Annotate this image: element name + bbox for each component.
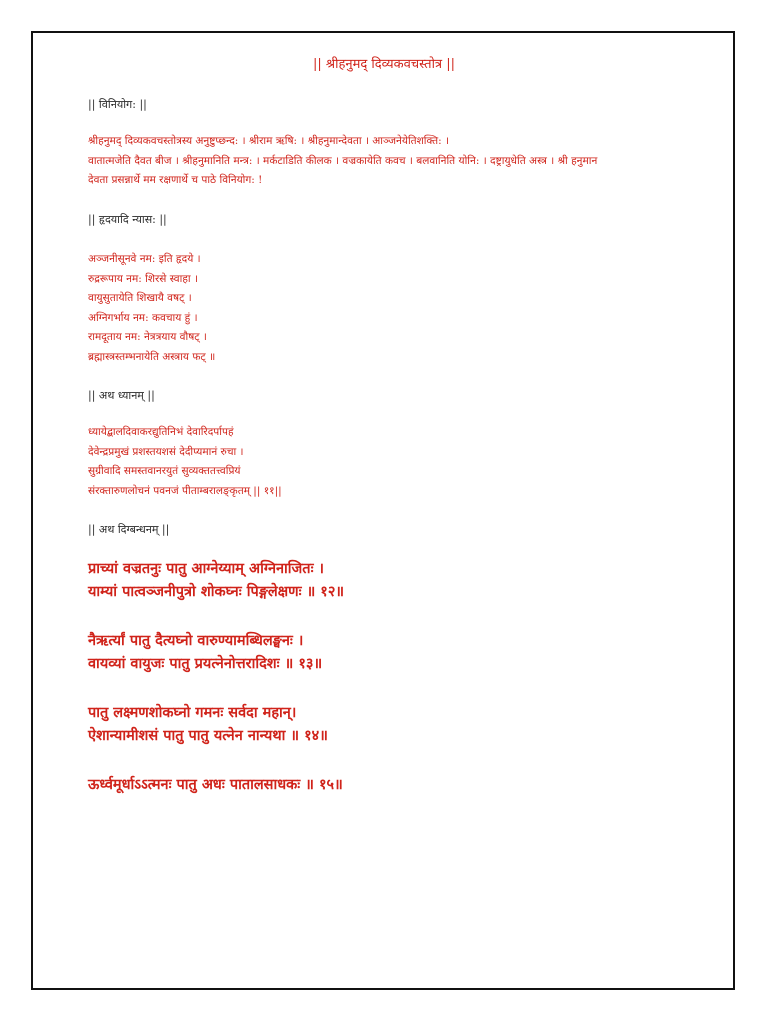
viniyoga-line: श्रीहनुमद् दिव्यकवचस्तोत्रस्य अनुष्टुप्छन्द: । श्रीराम ऋषि: । श्रीहनुमान्देवता । आञ्जनेयेतिशक्ति: । bbox=[88, 135, 449, 147]
nyasa-text bbox=[88, 250, 698, 368]
nyasa-line: अग्निगर्भाय नम: कवचाय हुं । bbox=[88, 311, 198, 324]
nyasa-line: वायुसुतायेति शिखायै वषट् । bbox=[88, 292, 192, 305]
nyasa-line: रामदूताय नम: नेत्रत्रयाय वौषट् । bbox=[88, 331, 207, 344]
viniyoga-text bbox=[88, 132, 698, 191]
verse-line: ऊर्ध्वमूर्धाऽऽत्मनः पातु अधः पातालसाधकः ॥ १५॥ bbox=[88, 776, 343, 793]
verse-line: ऐशान्यामीशसं पातु पातु यत्नेन नान्यथा ॥ १४॥ bbox=[88, 727, 328, 744]
nyasa-line: ब्रह्मास्त्रस्तम्भनायेति अस्त्राय फट् ॥ bbox=[88, 350, 216, 363]
viniyoga-line: देवता प्रसन्नार्थे मम रक्षणार्थे च पाठे विनियोग: ! bbox=[88, 174, 263, 187]
verse-line: नैऋर्त्यां पातु दैत्यघ्नो वारुण्यामब्धिलङ्घनः । bbox=[88, 632, 304, 649]
viniyoga-line: वातात्मजेति दैवत बीज । श्रीहनुमानिति मन्त्र: । मर्कटाडिति कीलक । वज्रकायेति कवच । बलवानिति योनि: । दष्ट्रायुधेति अस्त्र । श्री हनुमान bbox=[88, 154, 598, 167]
verse-13 bbox=[88, 629, 322, 675]
dhyanam-line: संरक्तारुणलोचनं पवनजं पीताम्बरालङ्कृतम् || ११|| bbox=[88, 484, 282, 497]
dhyanam-line: ध्यायेद्बालदिवाकरद्युतिनिभं देवारिदर्पापहं bbox=[88, 426, 234, 438]
verse-line: पातु लक्ष्मणशोकघ्नो गमनः सर्वदा महान्। bbox=[88, 704, 297, 721]
viniyoga-heading: || विनियोग: || bbox=[88, 98, 147, 111]
nyasa-heading: || हृदयादि न्यास: || bbox=[88, 213, 167, 226]
verse-line: वायव्यां वायुजः पातु प्रयत्नेनोत्तरादिशः ॥ १३॥ bbox=[88, 655, 323, 672]
dhyanam-line: देवेन्द्रप्रमुखं प्रशस्तयशसं देदीप्यमानं रुचा । bbox=[88, 445, 244, 458]
verse-14 bbox=[88, 701, 328, 747]
dhyanam-line: सुग्रीवादि समस्तवानरयुतं सुव्यक्ततत्त्वप्रियं bbox=[88, 465, 241, 478]
dhyanam-heading: || अथ ध्यानम् || bbox=[88, 389, 155, 402]
verse-15 bbox=[88, 773, 343, 796]
kavacham-heading: || अथ दिग्बन्धनम् || bbox=[88, 523, 170, 536]
nyasa-line: अञ्जनीसूनवे नम: इति हृदये । bbox=[88, 253, 201, 265]
nyasa-line: रुद्ररूपाय नम: शिरसे स्वाहा । bbox=[88, 272, 198, 285]
dhyanam-text bbox=[88, 423, 698, 501]
verse-12 bbox=[88, 557, 344, 603]
page-title: || श्रीहनुमद् दिव्यकवचस्तोत्र || bbox=[312, 57, 455, 72]
verse-line: प्राच्यां वज्रतनुः पातु आग्नेय्याम् अग्निनाजितः । bbox=[88, 560, 325, 577]
verse-line: याम्यां पात्वञ्जनीपुत्रो शोकघ्नः पिङ्गलेक्षणः ॥ १२॥ bbox=[88, 583, 345, 600]
